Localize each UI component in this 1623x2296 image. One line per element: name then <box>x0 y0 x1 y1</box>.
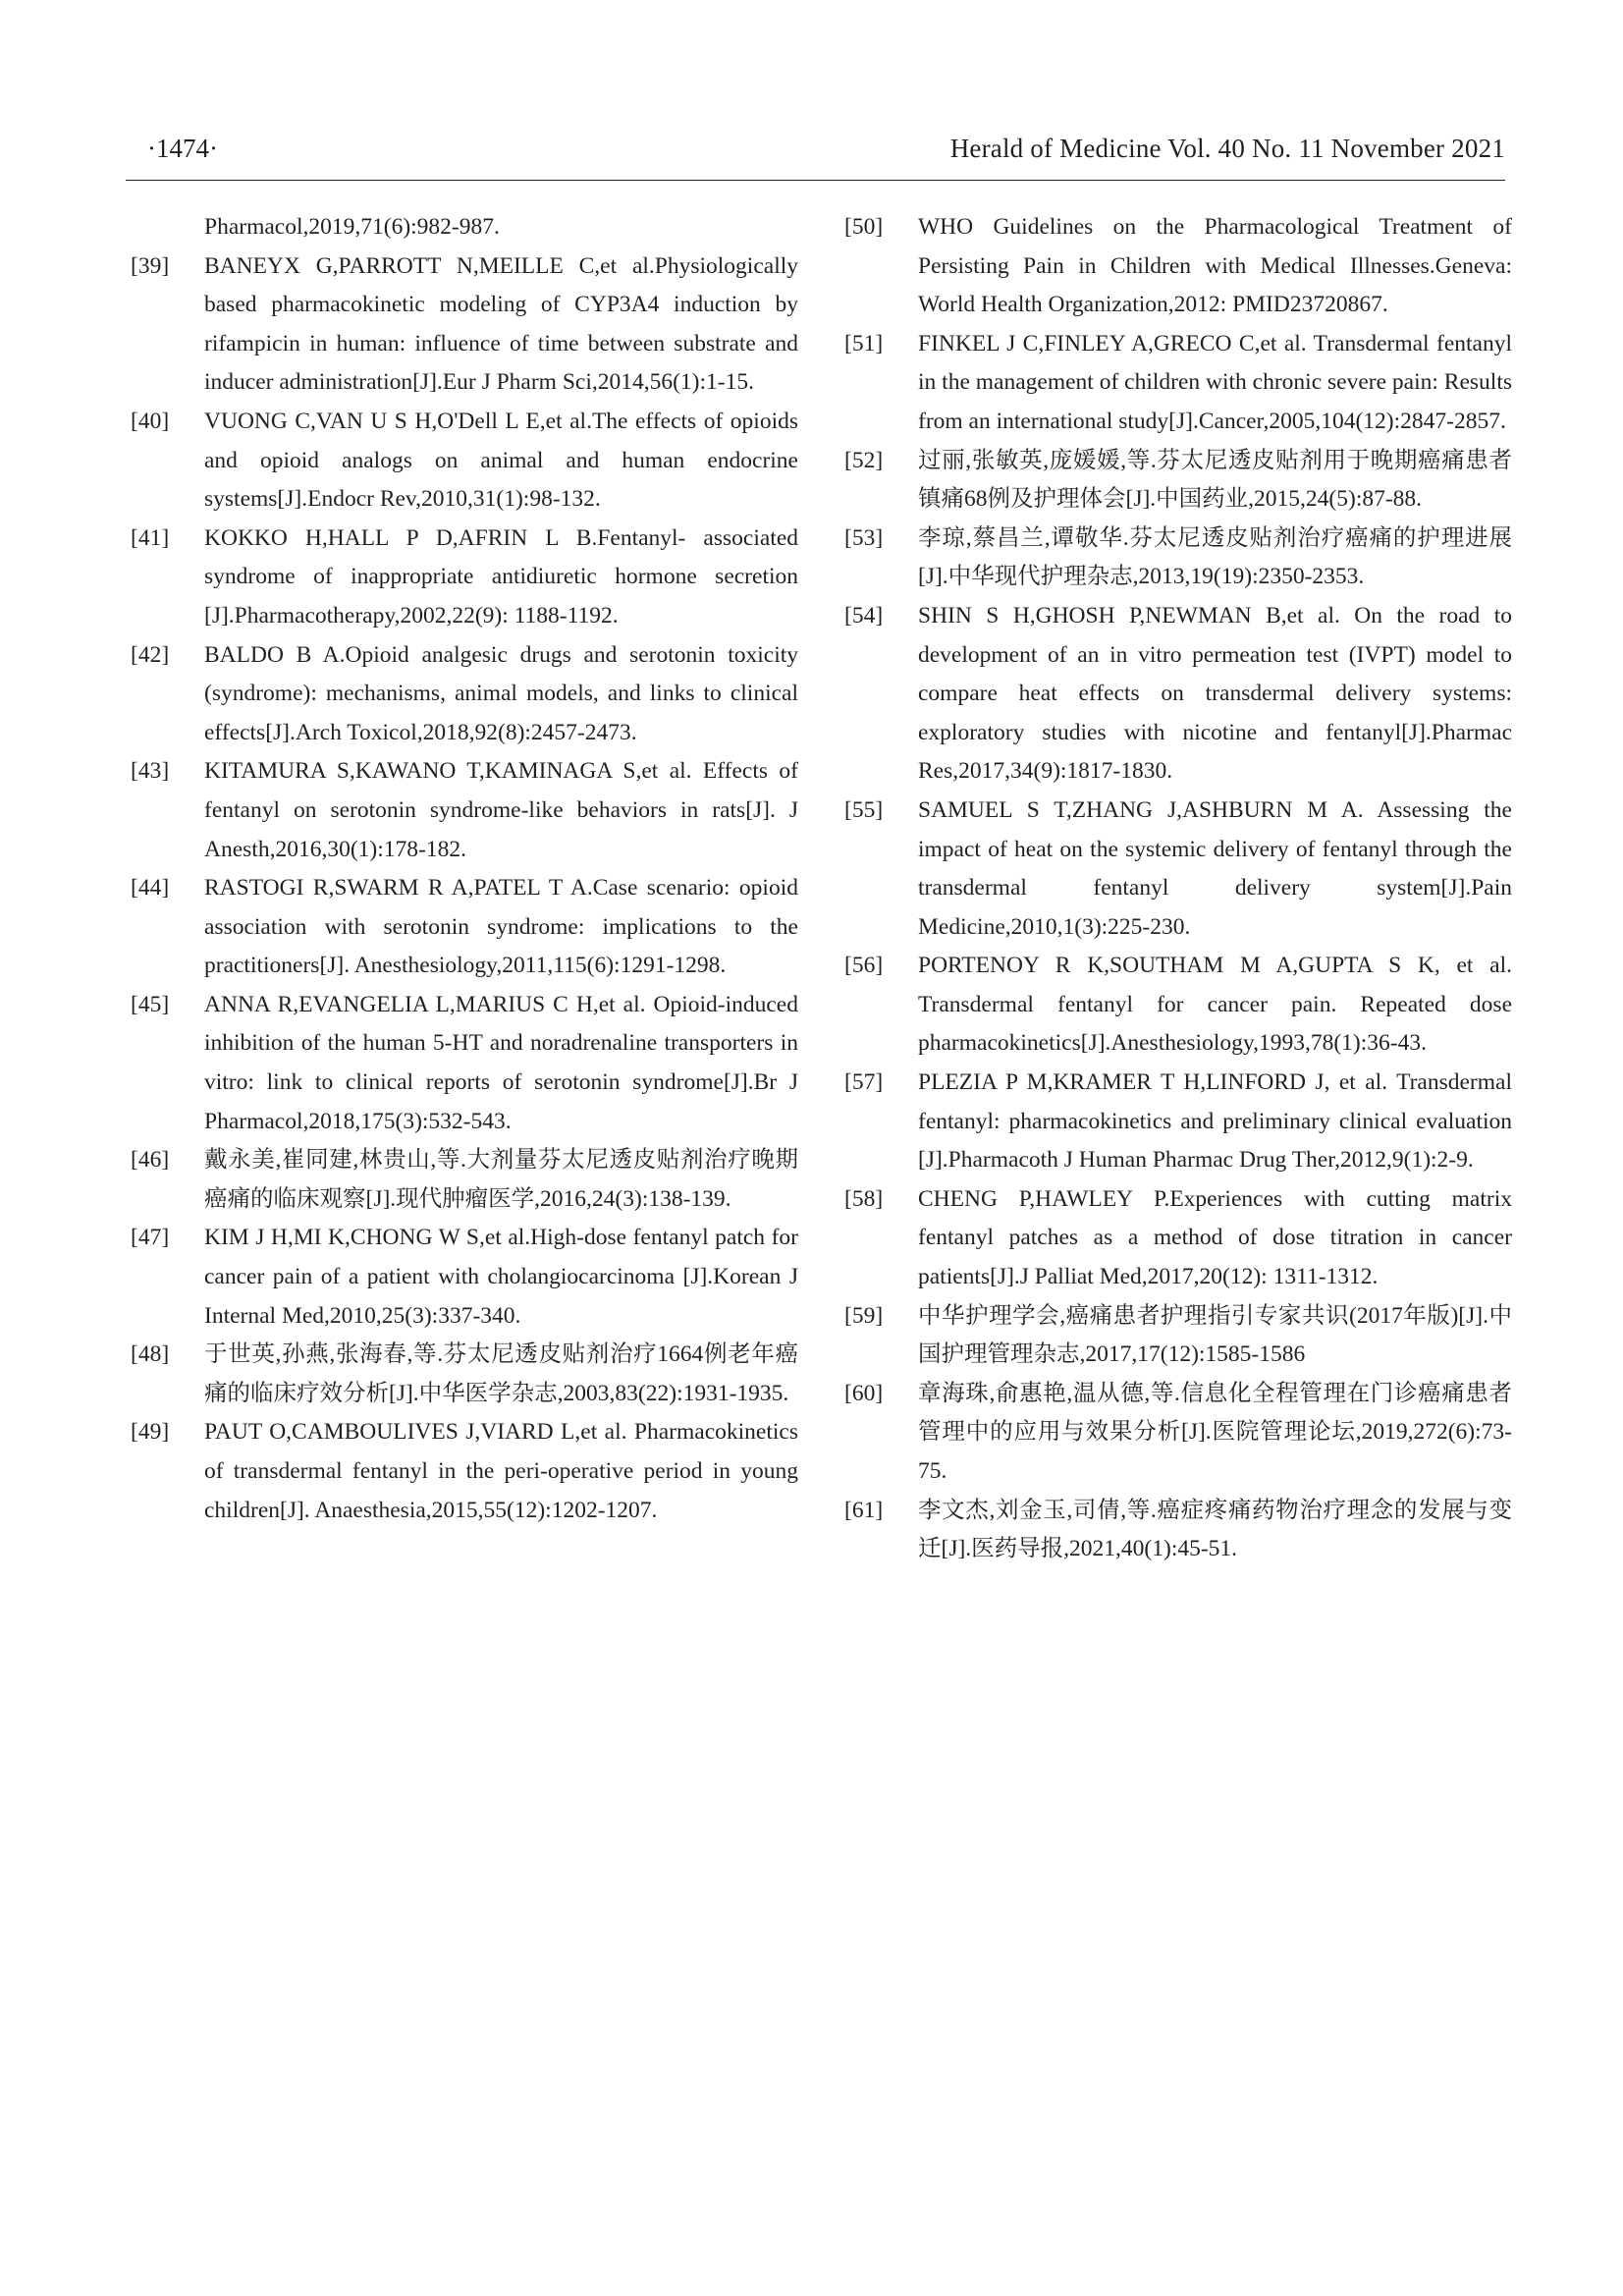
page-number: ·1474· <box>147 134 218 163</box>
reference-item <box>131 986 798 1141</box>
reference-number: [59] <box>844 1302 884 1329</box>
reference-number: [46] <box>131 1147 170 1174</box>
reference-item <box>844 1180 1512 1297</box>
reference-text: ANNA R,EVANGELIA L,MARIUS C H,et al. Opioid-induced inhibition of the human 5-HT and noradrenaline transporters in vitro: link to clinical reports of serotonin syndrome[J].Br J Pharmacol,2018,175(3):532-543. <box>204 991 798 1134</box>
reference-item <box>131 636 798 753</box>
reference-item <box>131 1219 798 1336</box>
reference-number: [55] <box>844 796 884 823</box>
reference-number: [41] <box>131 524 170 551</box>
reference-number: [51] <box>844 330 884 356</box>
page-header <box>126 134 1505 173</box>
reference-text: 于世英,孙燕,张海春,等.芬太尼透皮贴剂治疗1664例老年癌痛的临床疗效分析[J].中华医学杂志,2003,83(22):1931-1935. <box>204 1341 798 1406</box>
reference-text: SAMUEL S T,ZHANG J,ASHBURN M A. Assessing the impact of heat on the systemic delivery of fentanyl through the transdermal fentanyl delivery system[J].Pain Medicine,2010,1(3):225-230. <box>918 796 1512 940</box>
reference-text: BANEYX G,PARROTT N,MEILLE C,et al.Physiologically based pharmacokinetic modeling of CYP3A4 induction by rifampicin in human: influence of time between substrate and inducer administration[J].Eur J Pharm Sci,2014,56(1):1-15. <box>204 252 798 396</box>
reference-text: FINKEL J C,FINLEY A,GRECO C,et al. Transdermal fentanyl in the management of children with chronic severe pain: Results from an international study[J].Cancer,2005,104(12):2847-2857. <box>918 330 1512 434</box>
reference-number: [43] <box>131 758 170 785</box>
reference-text: KIM J H,MI K,CHONG W S,et al.High-dose fentanyl patch for cancer pain of a patient with cholangiocarcinoma [J].Korean J Internal Med,2010,25(3):337-340. <box>204 1225 798 1329</box>
reference-item <box>844 442 1512 519</box>
reference-item <box>844 1375 1512 1492</box>
reference-number: [49] <box>131 1419 170 1446</box>
reference-number: [48] <box>131 1341 170 1368</box>
references-right-column <box>844 208 1512 1569</box>
reference-text: PLEZIA P M,KRAMER T H,LINFORD J, et al. Transdermal fentanyl: pharmacokinetics and preliminary clinical evaluation [J].Pharmacoth J Human Pharmac Drug Ther,2012,9(1):2-9. <box>918 1069 1512 1174</box>
reference-text: RASTOGI R,SWARM R A,PATEL T A.Case scenario: opioid association with serotonin syndrome: implications to the practitioners[J]. Anesthesiology,2011,115(6):1291-1298. <box>204 875 798 979</box>
reference-text: WHO Guidelines on the Pharmacological Treatment of Persisting Pain in Children with Medical Illnesses.Geneva: World Health Organization,2012: PMID23720867. <box>918 214 1512 318</box>
reference-number: [52] <box>844 447 884 473</box>
reference-item <box>131 403 798 519</box>
reference-item <box>131 869 798 986</box>
reference-item <box>131 247 798 403</box>
reference-text: PAUT O,CAMBOULIVES J,VIARD L,et al. Pharmacokinetics of transdermal fentanyl in the peri-operative period in young children[J]. Anaesthesia,2015,55(12):1202-1207. <box>204 1419 798 1523</box>
reference-item <box>844 1492 1512 1569</box>
reference-number: [61] <box>844 1497 884 1523</box>
reference-item <box>131 1141 798 1219</box>
reference-text: 中华护理学会,癌痛患者护理指引专家共识(2017年版)[J].中国护理管理杂志,2017,17(12):1585-1586 <box>918 1302 1512 1368</box>
reference-number: [60] <box>844 1380 884 1406</box>
reference-number: [56] <box>844 953 884 979</box>
reference-item <box>844 1297 1512 1375</box>
reference-number: [57] <box>844 1069 884 1096</box>
reference-text: 李文杰,刘金玉,司倩,等.癌症疼痛药物治疗理念的发展与变迁[J].医药导报,2021,40(1):45-51. <box>918 1497 1512 1562</box>
reference-item <box>844 208 1512 325</box>
reference-text: 过丽,张敏英,庞媛媛,等.芬太尼透皮贴剂用于晚期癌痛患者镇痛68例及护理体会[J].中国药业,2015,24(5):87-88. <box>918 447 1512 513</box>
journal-title: Herald of Medicine Vol. 40 No. 11 November 2021 <box>949 134 1505 163</box>
reference-number: [40] <box>131 408 170 434</box>
reference-item <box>131 1413 798 1530</box>
reference-item <box>844 792 1512 947</box>
reference-number: [45] <box>131 991 170 1017</box>
reference-text: KITAMURA S,KAWANO T,KAMINAGA S,et al. Effects of fentanyl on serotonin syndrome-like behaviors in rats[J]. J Anesth,2016,30(1):178-182. <box>204 758 798 862</box>
reference-text: 李琼,蔡昌兰,谭敬华.芬太尼透皮贴剂治疗癌痛的护理进展[J].中华现代护理杂志,2013,19(19):2350-2353. <box>918 524 1512 590</box>
reference-text: PORTENOY R K,SOUTHAM M A,GUPTA S K, et al. Transdermal fentanyl for cancer pain. Repeated dose pharmacokinetics[J].Anesthesiology,1993,78(1):36-43. <box>918 953 1512 1057</box>
reference-number: [53] <box>844 524 884 551</box>
reference-text: VUONG C,VAN U S H,O'Dell L E,et al.The effects of opioids and opioid analogs on animal and human endocrine systems[J].Endocr Rev,2010,31(1):98-132. <box>204 408 798 513</box>
reference-text: SHIN S H,GHOSH P,NEWMAN B,et al. On the road to development of an in vitro permeation test (IVPT) model to compare heat effects on transdermal delivery systems: exploratory studies with nicotine and fentanyl[J].Pharmac Res,2017,34(9):1817-1830. <box>918 602 1512 785</box>
header-rule <box>126 180 1505 181</box>
reference-text: 戴永美,崔同建,林贵山,等.大剂量芬太尼透皮贴剂治疗晚期癌痛的临床观察[J].现代肿瘤医学,2016,24(3):138-139. <box>204 1147 798 1212</box>
reference-item <box>844 519 1512 597</box>
reference-text: BALDO B A.Opioid analgesic drugs and serotonin toxicity (syndrome): mechanisms, animal models, and links to clinical effects[J].Arch Toxicol,2018,92(8):2457-2473. <box>204 641 798 745</box>
reference-text: KOKKO H,HALL P D,AFRIN L B.Fentanyl- associated syndrome of inappropriate antidiuretic hormone secretion [J].Pharmacotherapy,2002,22(9): 1188-1192. <box>204 524 798 629</box>
reference-number: [44] <box>131 875 170 902</box>
reference-item <box>844 1064 1512 1180</box>
reference-number: [42] <box>131 641 170 668</box>
reference-item <box>131 752 798 869</box>
reference-number: [39] <box>131 252 170 279</box>
reference-item <box>131 519 798 636</box>
reference-item <box>131 1336 798 1413</box>
reference-text: Pharmacol,2019,71(6):982-987. <box>204 214 500 240</box>
reference-item <box>844 947 1512 1064</box>
reference-item <box>131 208 798 247</box>
reference-text: CHENG P,HAWLEY P.Experiences with cutting matrix fentanyl patches as a method of dose titration in cancer patients[J].J Palliat Med,2017,20(12): 1311-1312. <box>918 1185 1512 1290</box>
reference-item <box>844 325 1512 442</box>
reference-number: [54] <box>844 602 884 629</box>
reference-item <box>844 597 1512 792</box>
references-left-column <box>131 208 798 1530</box>
reference-text: 章海珠,俞惠艳,温从德,等.信息化全程管理在门诊癌痛患者管理中的应用与效果分析[J].医院管理论坛,2019,272(6):73-75. <box>918 1380 1512 1484</box>
reference-number: [47] <box>131 1225 170 1251</box>
reference-number: [58] <box>844 1185 884 1212</box>
reference-number: [50] <box>844 214 884 240</box>
